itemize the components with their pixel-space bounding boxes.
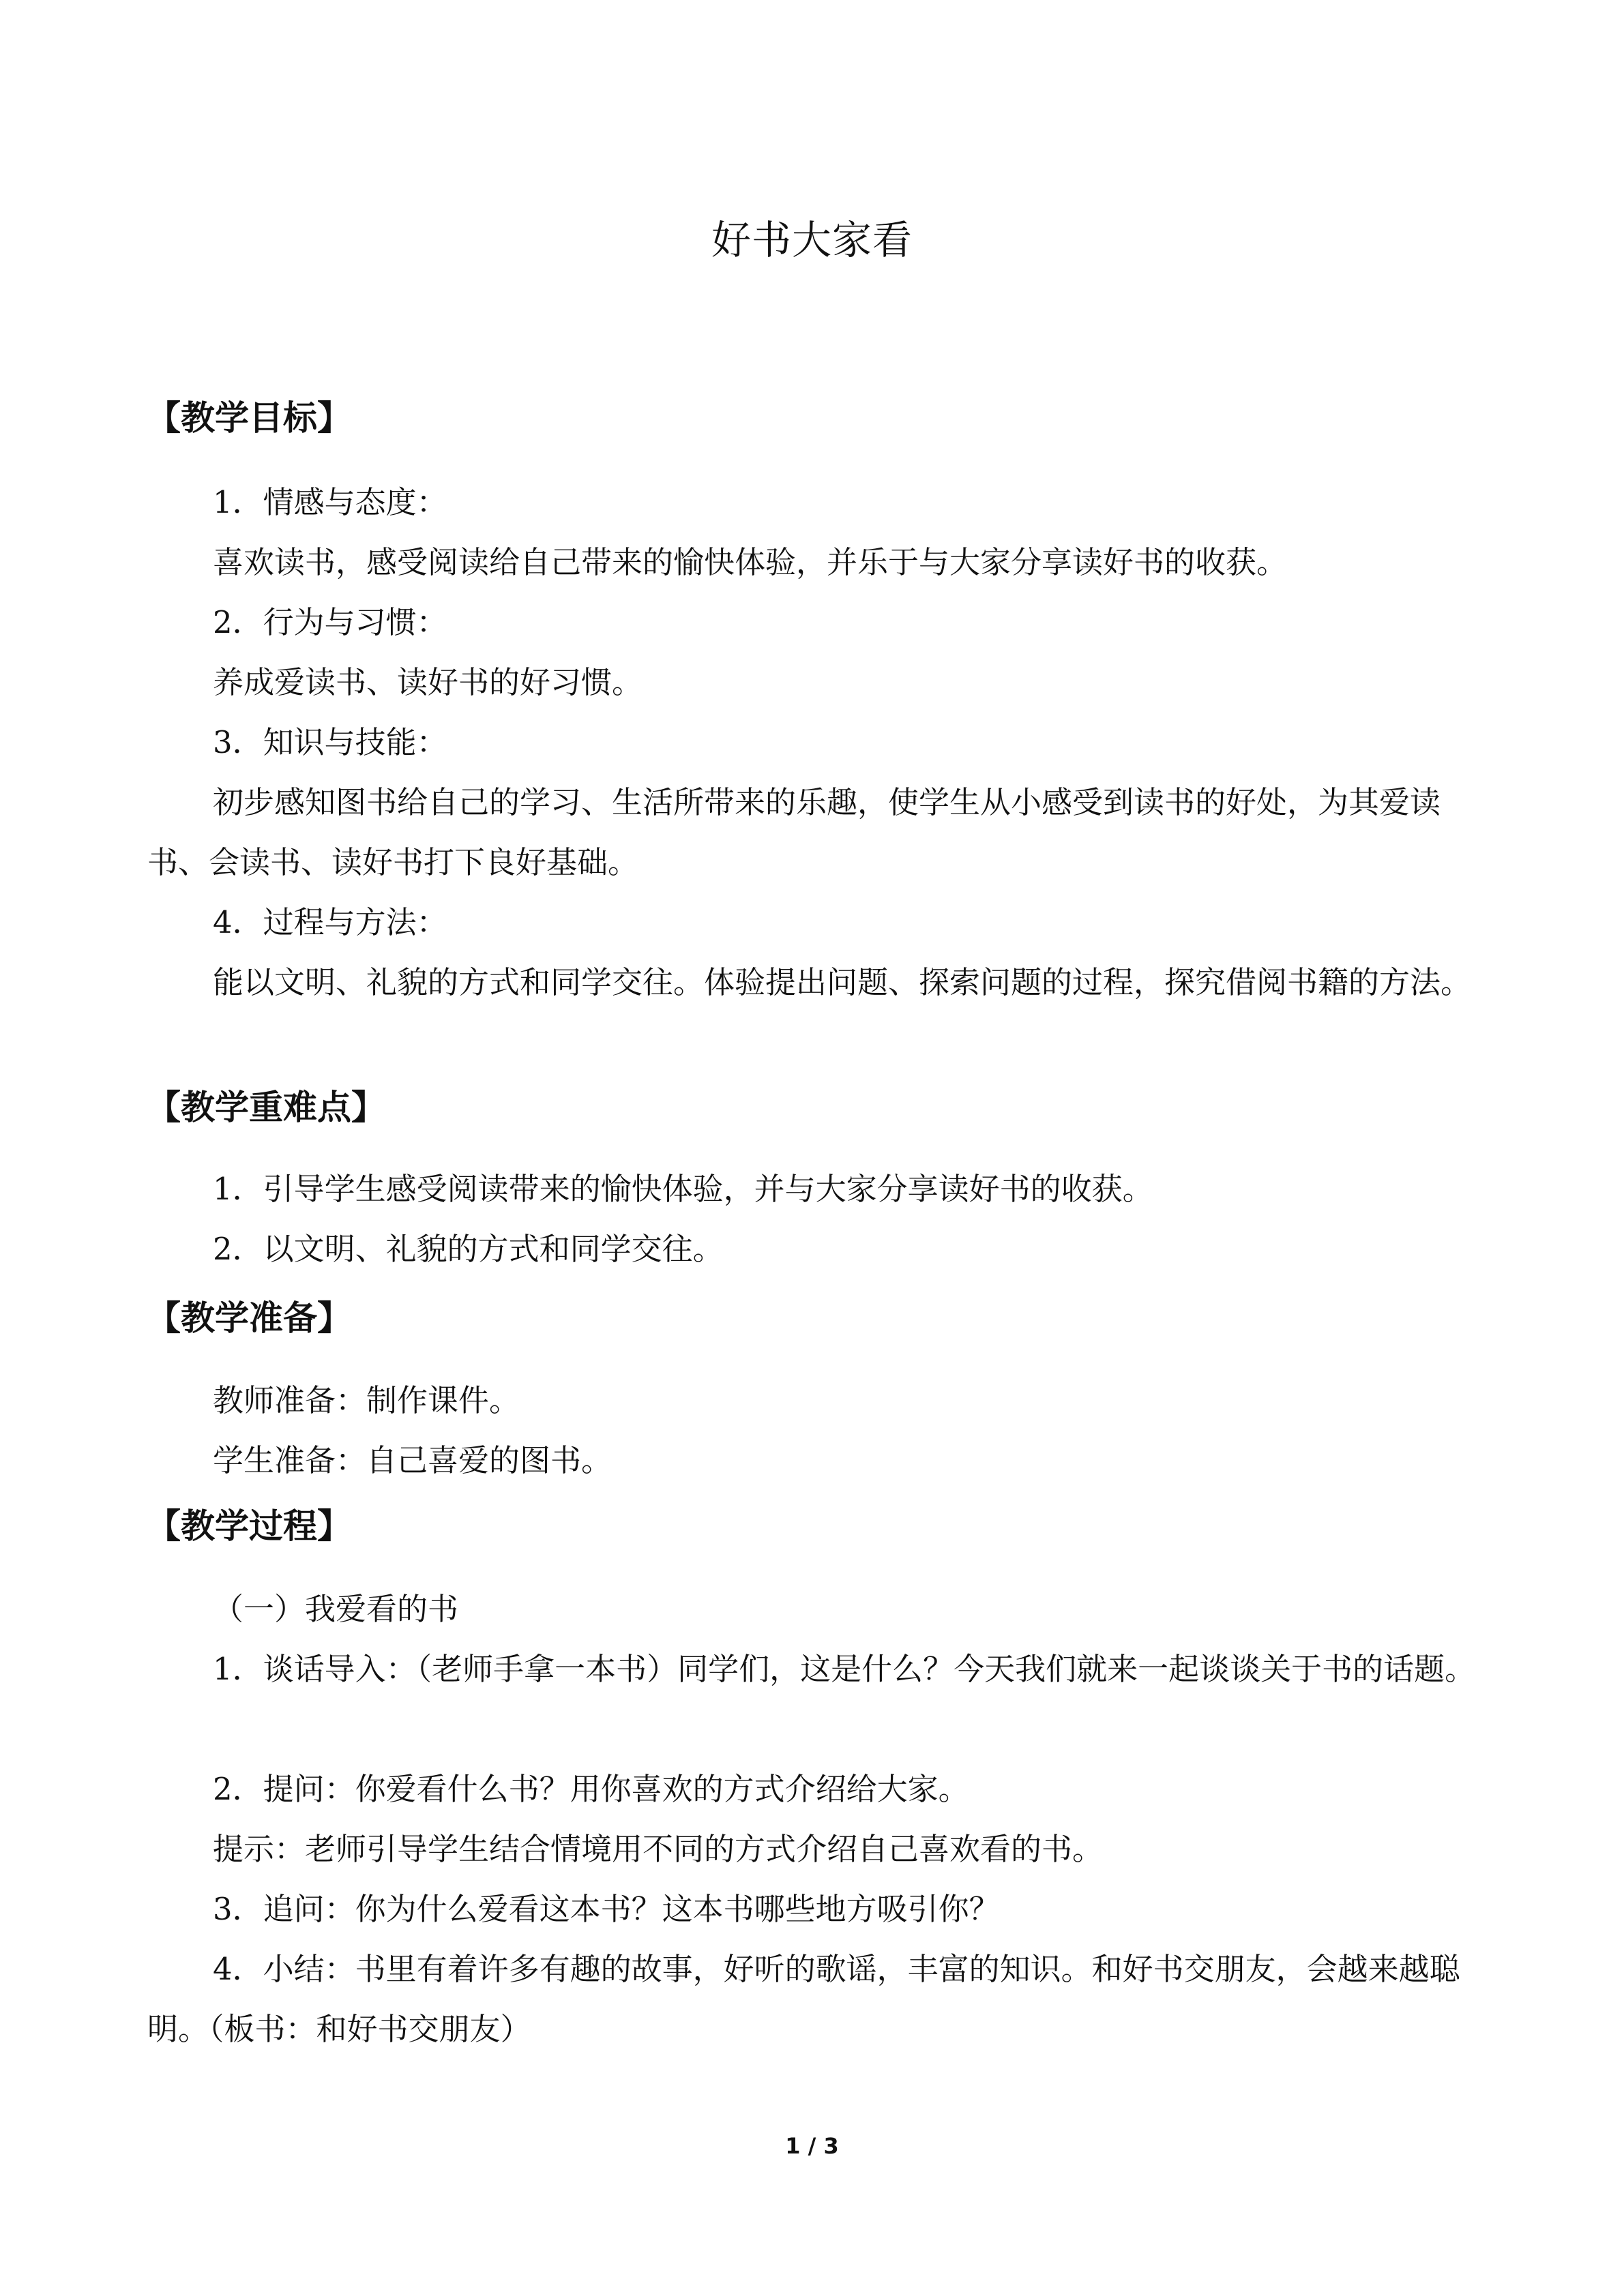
process-item: 4．小结：书里有着许多有趣的故事，好听的歌谣，丰富的知识。和好书交朋友，会越来越聪明。（板书：和好书交朋友） [147,1951,1460,2047]
process-item: 2．提问：你爱看什么书？用你喜欢的方式介绍给大家。 [213,1771,969,1807]
goals-item: 养成爱读书、读好书的好习惯。 [213,664,643,700]
goals-item: 初步感知图书给自己的学习、生活所带来的乐趣，使学生从小感受到读书的好处，为其爱读书、会读书、读好书打下良好基础。 [147,784,1441,880]
goals-item: 3．知识与技能： [213,724,447,760]
goals-item: 1．情感与态度： [213,484,447,520]
process-item: 3．追问：你为什么爱看这本书？这本书哪些地方吸引你？ [213,1891,1000,1927]
preparation-item: 教师准备：制作课件。 [213,1382,520,1418]
process-item: 1．谈话导入：（老师手拿一本书）同学们，这是什么？今天我们就来一起谈谈关于书的话题。 [213,1651,1476,1687]
section-heading-preparation: 【教学准备】 [147,1298,351,1338]
goals-item: 4．过程与方法： [213,904,447,940]
process-item: 提示：老师引导学生结合情境用不同的方式介绍自己喜欢看的书。 [213,1831,1104,1867]
preparation-item: 学生准备：自己喜爱的图书。 [213,1442,612,1478]
document-title: 好书大家看 [711,217,913,263]
key-points-item: 2．以文明、礼貌的方式和同学交往。 [213,1231,724,1267]
page-number: 1 / 3 [785,2133,839,2159]
process-item: （一）我爱看的书 [213,1591,459,1627]
section-heading-process: 【教学过程】 [147,1506,351,1546]
key-points-item: 1．引导学生感受阅读带来的愉快体验，并与大家分享读好书的收获。 [213,1171,1153,1207]
section-heading-goals: 【教学目标】 [147,398,351,438]
goals-item: 2．行为与习惯： [213,604,447,640]
goals-item: 喜欢读书，感受阅读给自己带来的愉快体验，并乐于与大家分享读好书的收获。 [213,544,1288,580]
section-heading-key-points: 【教学重难点】 [147,1088,385,1127]
goals-item: 能以文明、礼貌的方式和同学交往。体验提出问题、探索问题的过程，探究借阅书籍的方法。 [213,964,1472,1000]
